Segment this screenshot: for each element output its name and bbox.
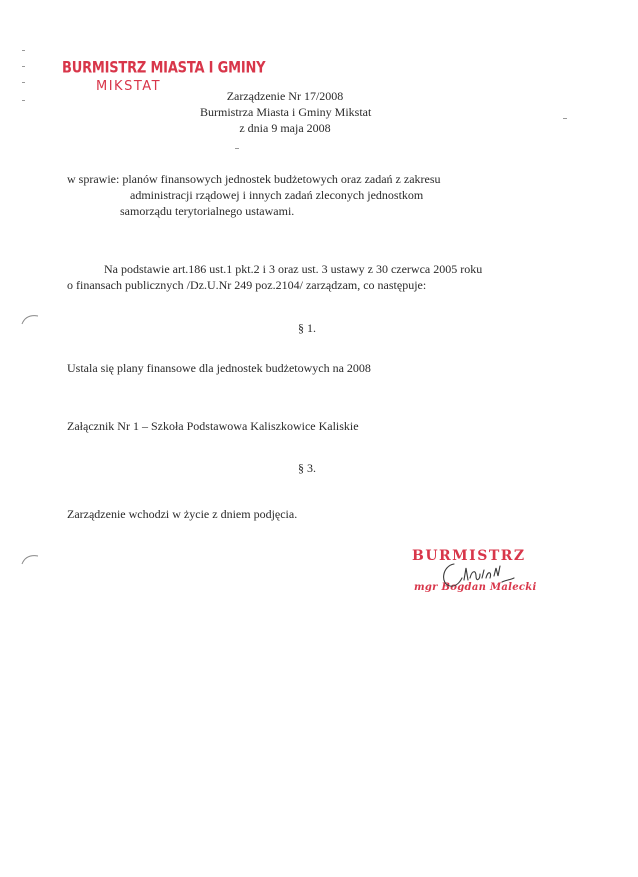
handwritten-signature (440, 558, 520, 592)
mayor-stamp-title: BURMISTRZ (412, 548, 526, 564)
mayor-stamp-name: mgr Bogdan Malecki (414, 582, 537, 593)
scan-mark (22, 66, 25, 67)
basis-line-1: Na podstawie art.186 ust.1 pkt.2 i 3 oraz ust. 3 ustawy z 30 czerwca 2005 roku (104, 262, 483, 276)
basis-line-2: o finansach publicznych /Dz.U.Nr 249 poz.2104/ zarządzam, co następuje: (67, 278, 427, 292)
hole-punch-mark-top (20, 312, 40, 326)
section-1-text: Ustala się plany finansowe dla jednostek budżetowych na 2008 (67, 361, 371, 375)
stamp-line-town: MIKSTAT (96, 79, 162, 94)
subject-line-3: samorządu terytorialnego ustawami. (120, 204, 295, 218)
section-3-text: Zarządzenie wchodzi w życie z dniem podjęcia. (67, 507, 298, 521)
issuer: Burmistrza Miasta i Gminy Mikstat (200, 105, 372, 119)
subject-line-2: administracji rządowej i innych zadań zleconych jednostkom (130, 188, 424, 202)
scan-mark (235, 148, 239, 149)
document-date: z dnia 9 maja 2008 (239, 121, 331, 135)
stamp-line-office: BURMISTRZ MIASTA I GMINY (62, 58, 266, 78)
scan-mark (563, 118, 567, 119)
subject-line-1: w sprawie: planów finansowych jednostek budżetowych oraz zadań z zakresu (67, 172, 441, 186)
section-1-heading: § 1. (298, 321, 316, 335)
ordinance-number: Zarządzenie Nr 17/2008 (226, 89, 344, 103)
scan-mark (22, 50, 25, 51)
attachment-line: Załącznik Nr 1 – Szkoła Podstawowa Kaliszkowice Kaliskie (67, 419, 359, 433)
scan-mark (22, 82, 25, 83)
document-header (200, 88, 370, 136)
scan-mark (22, 100, 25, 101)
hole-punch-mark-bottom (20, 552, 40, 566)
section-3-heading: § 3. (298, 461, 316, 475)
